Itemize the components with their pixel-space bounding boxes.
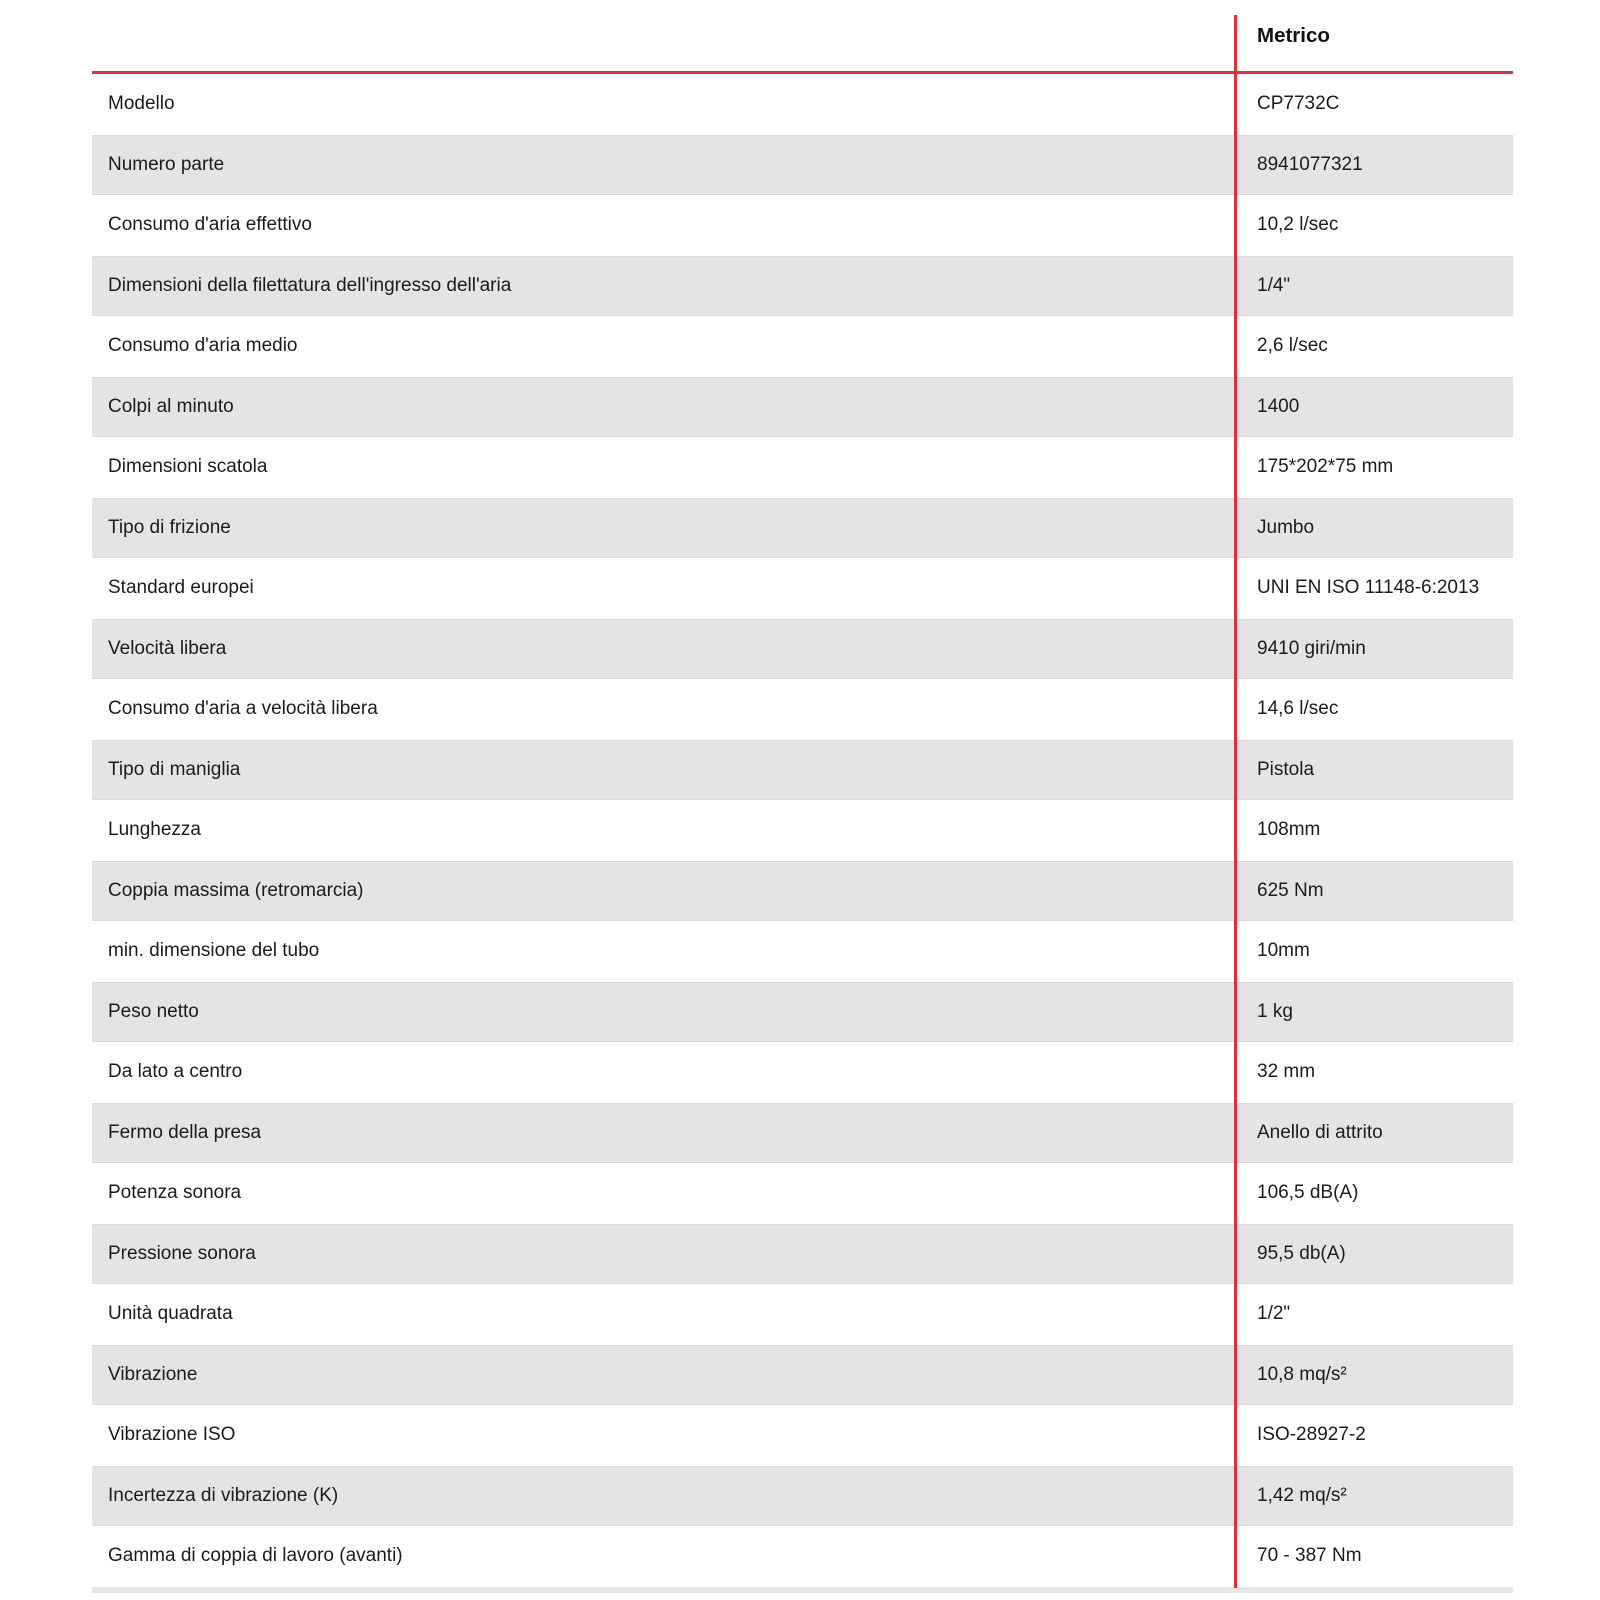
spec-value: 10,8 mq/s² (1257, 1363, 1347, 1385)
spec-row (92, 135, 1513, 196)
spec-label: Coppia massima (retromarcia) (108, 879, 364, 901)
spec-row (92, 558, 1513, 619)
spec-label: Dimensioni scatola (108, 456, 268, 478)
spec-label: Pressione sonora (108, 1242, 256, 1264)
spec-label: Unità quadrata (108, 1303, 233, 1325)
spec-label: Consumo d'aria medio (108, 335, 298, 357)
spec-label: Velocità libera (108, 637, 227, 659)
spec-row (92, 195, 1513, 256)
spec-label: Vibrazione ISO (108, 1424, 236, 1446)
spec-row (92, 1526, 1513, 1587)
spec-row (92, 619, 1513, 680)
spec-value: 1,42 mq/s² (1257, 1484, 1347, 1506)
spec-value: 10,2 l/sec (1257, 214, 1339, 236)
spec-label: Dimensioni della filettatura dell'ingresso dell'aria (108, 274, 512, 296)
spec-row (92, 1466, 1513, 1527)
spec-value: Jumbo (1257, 516, 1315, 538)
spec-row (92, 679, 1513, 740)
spec-label: Modello (108, 93, 175, 115)
spec-row (92, 800, 1513, 861)
spec-value: 108mm (1257, 819, 1321, 841)
spec-row (92, 1163, 1513, 1224)
spec-row (92, 256, 1513, 317)
spec-value: 8941077321 (1257, 153, 1363, 175)
spec-row (92, 921, 1513, 982)
column-divider-line (1234, 15, 1237, 1588)
header-metrico: Metrico (1257, 23, 1330, 47)
spec-label: Fermo della presa (108, 1121, 262, 1143)
spec-row (92, 1042, 1513, 1103)
spec-value: 9410 giri/min (1257, 637, 1366, 659)
spec-row (92, 316, 1513, 377)
spec-value: Pistola (1257, 758, 1315, 780)
spec-label: Da lato a centro (108, 1061, 243, 1083)
table-bottom-edge (92, 1587, 1513, 1593)
spec-label: Incertezza di vibrazione (K) (108, 1484, 339, 1506)
spec-label: Gamma di coppia di lavoro (avanti) (108, 1545, 403, 1567)
spec-row (92, 861, 1513, 922)
spec-label: Peso netto (108, 1000, 199, 1022)
spec-label: Numero parte (108, 153, 225, 175)
spec-table-body (92, 74, 1513, 1587)
spec-row (92, 1284, 1513, 1345)
spec-value: 625 Nm (1257, 879, 1324, 901)
spec-value: 95,5 db(A) (1257, 1242, 1346, 1264)
spec-value: ISO-28927-2 (1257, 1424, 1366, 1446)
spec-label: Consumo d'aria a velocità libera (108, 698, 378, 720)
spec-value: 1/2" (1257, 1303, 1291, 1325)
spec-value: 1 kg (1257, 1000, 1293, 1022)
spec-label: Tipo di maniglia (108, 758, 241, 780)
spec-value: 32 mm (1257, 1061, 1316, 1083)
spec-label: Lunghezza (108, 819, 201, 841)
spec-value: 175*202*75 mm (1257, 456, 1394, 478)
spec-table (92, 0, 1513, 1593)
spec-value: 14,6 l/sec (1257, 698, 1339, 720)
spec-table-header (92, 0, 1513, 71)
spec-row (92, 740, 1513, 801)
spec-row (92, 982, 1513, 1043)
spec-value: 10mm (1257, 940, 1310, 962)
spec-label: Consumo d'aria effettivo (108, 214, 312, 236)
spec-value: 2,6 l/sec (1257, 335, 1328, 357)
spec-label: Potenza sonora (108, 1182, 242, 1204)
spec-row (92, 1224, 1513, 1285)
spec-label: Colpi al minuto (108, 395, 234, 417)
spec-row (92, 498, 1513, 559)
spec-label: Tipo di frizione (108, 516, 231, 538)
spec-row (92, 377, 1513, 438)
spec-value: 106,5 dB(A) (1257, 1182, 1359, 1204)
spec-value: CP7732C (1257, 93, 1340, 115)
spec-label: Vibrazione (108, 1363, 198, 1385)
spec-row (92, 74, 1513, 135)
spec-value: 70 - 387 Nm (1257, 1545, 1362, 1567)
spec-row (92, 1345, 1513, 1406)
spec-value: 1400 (1257, 395, 1300, 417)
spec-value: Anello di attrito (1257, 1121, 1383, 1143)
spec-value: UNI EN ISO 11148-6:2013 (1257, 577, 1480, 599)
spec-row (92, 1405, 1513, 1466)
spec-label: Standard europei (108, 577, 254, 599)
spec-row (92, 1103, 1513, 1164)
spec-row (92, 437, 1513, 498)
spec-value: 1/4" (1257, 274, 1291, 296)
spec-label: min. dimensione del tubo (108, 940, 320, 962)
